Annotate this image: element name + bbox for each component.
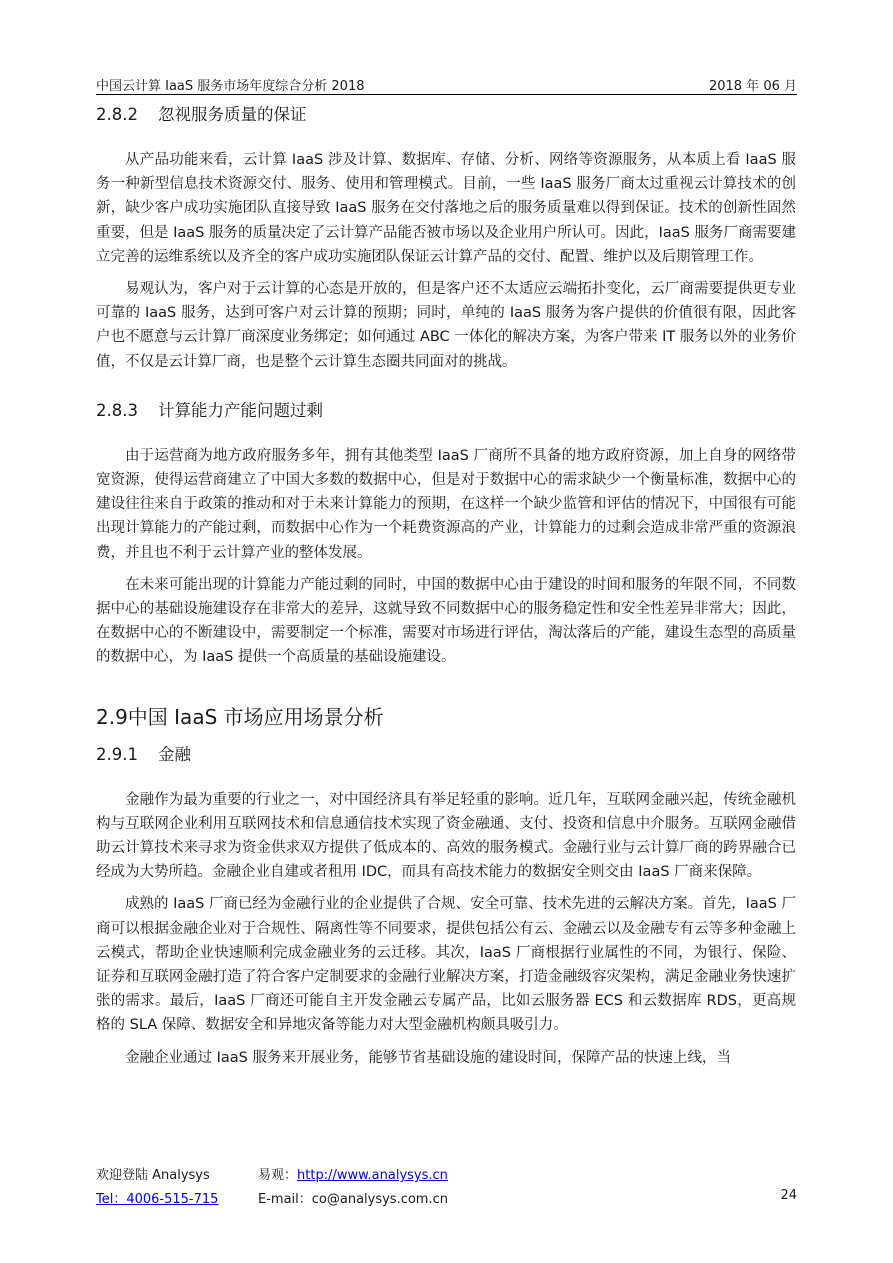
footer-website (258, 1164, 448, 1183)
section-heading-2-9-1 (96, 736, 796, 774)
section-heading-2-8-2 (96, 96, 796, 134)
section-title: 金融 (158, 744, 191, 764)
paragraph: 从产品功能来看，云计算 IaaS 涉及计算、数据库、存储、分析、网络等资源服务，从本质上看 IaaS 服务一种新型信息技术资源交付、服务、使用和管理模式。目前，一些 IaaS 服务厂商太过重视云计算技术的创新，缺少客户成功实施团队直接导致 IaaS 服务在交付落地之后的服务质量难以得到保证。技术的创新性固然重要，但是 IaaS 服务的质量决定了云计算产品能否被市场以及企业用户所认可。因此，IaaS 服务厂商需要建立完善的运维系统以及齐全的客户成功实施团队保证云计算产品的交付、配置、维护以及后期管理工作。 (96, 152, 796, 265)
section-heading-2-9: 2.9中国 IaaS 市场应用场景分析 (96, 704, 384, 729)
section-number: 2.9.1 (96, 744, 138, 764)
footer-website-label: 易观： (258, 1168, 298, 1183)
paragraph: 易观认为，客户对于云计算的心态是开放的，但是客户还不太适应云端拓扑变化，云厂商需要提供更专业可靠的 IaaS 服务，达到可客户对云计算的预期；同时，单纯的 IaaS 服务为客户提供的价值很有限，因此客户也不愿意与云计算厂商深度业务绑定；如何通过 ABC 一体化的解决方案，为客户带来 IT 服务以外的业务价值，不仅是云计算厂商，也是整个云计算生态圈共同面对的挑战。 (96, 281, 796, 370)
phone-link[interactable]: Tel：4006-515-715 (96, 1192, 219, 1207)
website-link[interactable]: http://www.analysys.cn (297, 1168, 448, 1183)
page-header (96, 72, 797, 95)
page-content (96, 96, 796, 1070)
section-number: 2.8.3 (96, 400, 138, 420)
section-number: 2.8.2 (96, 105, 138, 124)
footer-welcome: 欢迎登陆 Analysys (96, 1168, 210, 1183)
header-date: 2018 年 06 月 (708, 79, 797, 94)
paragraph: 成熟的 IaaS 厂商已经为金融行业的企业提供了合规、安全可靠、技术先进的云解决方案。首先，IaaS 厂商可以根据金融企业对于合规性、隔离性等不同要求，提供包括公有云、金融云以及金融专有云等多种金融上云模式，帮助企业快速顺利完成金融业务的云迁移。其次，IaaS 厂商根据行业属性的不同，为银行、保险、证券和互联网金融打造了符合客户定制要求的金融行业解决方案，打造金融级容灾架构，满足金融业务快速扩张的需求。最后，IaaS 厂商还可能自主开发金融云专属产品，比如云服务器 ECS 和云数据库 RDS，更高规格的 SLA 保障、数据安全和异地灾备等能力对大型金融机构颇具吸引力。 (96, 896, 796, 1034)
section-heading-2-8-3 (96, 392, 796, 430)
paragraph: 金融企业通过 IaaS 服务来开展业务，能够节省基础设施的建设时间，保障产品的快速上线，当 (125, 1049, 731, 1066)
page-number: 24 (780, 1188, 797, 1203)
footer-email: E-mail：co@analysys.com.cn (258, 1192, 448, 1207)
paragraph: 由于运营商为地方政府服务多年，拥有其他类型 IaaS 厂商所不具备的地方政府资源，加上自身的网络带宽资源，使得运营商建立了中国大多数的数据中心，但是对于数据中心的需求缺少一个衡量标准，数据中心的建设往往来自于政策的推动和对于未来计算能力的预期，在这样一个缺少监管和评估的情况下，中国很有可能出现计算能力的产能过剩，而数据中心作为一个耗费资源高的产业，计算能力的过剩会造成非常严重的资源浪费，并且也不利于云计算产业的整体发展。 (96, 447, 796, 561)
section-title: 计算能力产能问题过剩 (158, 400, 323, 420)
header-title: 中国云计算 IaaS 服务市场年度综合分析 2018 (96, 79, 365, 94)
paragraph: 金融作为最为重要的行业之一，对中国经济具有举足轻重的影响。近几年，互联网金融兴起，传统金融机构与互联网企业利用互联网技术和信息通信技术实现了资金融通、支付、投资和信息中介服务。互联网金融借助云计算技术来寻求为资金供求双方提供了低成本的、高效的服务模式。金融行业与云计算厂商的跨界融合已经成为大势所趋。金融企业自建或者租用 IDC，而具有高技术能力的数据安全则交由 IaaS 厂商来保障。 (96, 791, 796, 881)
section-title: 忽视服务质量的保证 (158, 105, 307, 124)
paragraph: 在未来可能出现的计算能力产能过剩的同时，中国的数据中心由于建设的时间和服务的年限不同，不同数据中心的基础设施建设存在非常大的差异，这就导致不同数据中心的服务稳定性和安全性差异非常大；因此，在数据中心的不断建设中，需要制定一个标准，需要对市场进行评估，淘汰落后的产能，建设生态型的高质量的数据中心，为 IaaS 提供一个高质量的基础设施建设。 (96, 576, 796, 666)
